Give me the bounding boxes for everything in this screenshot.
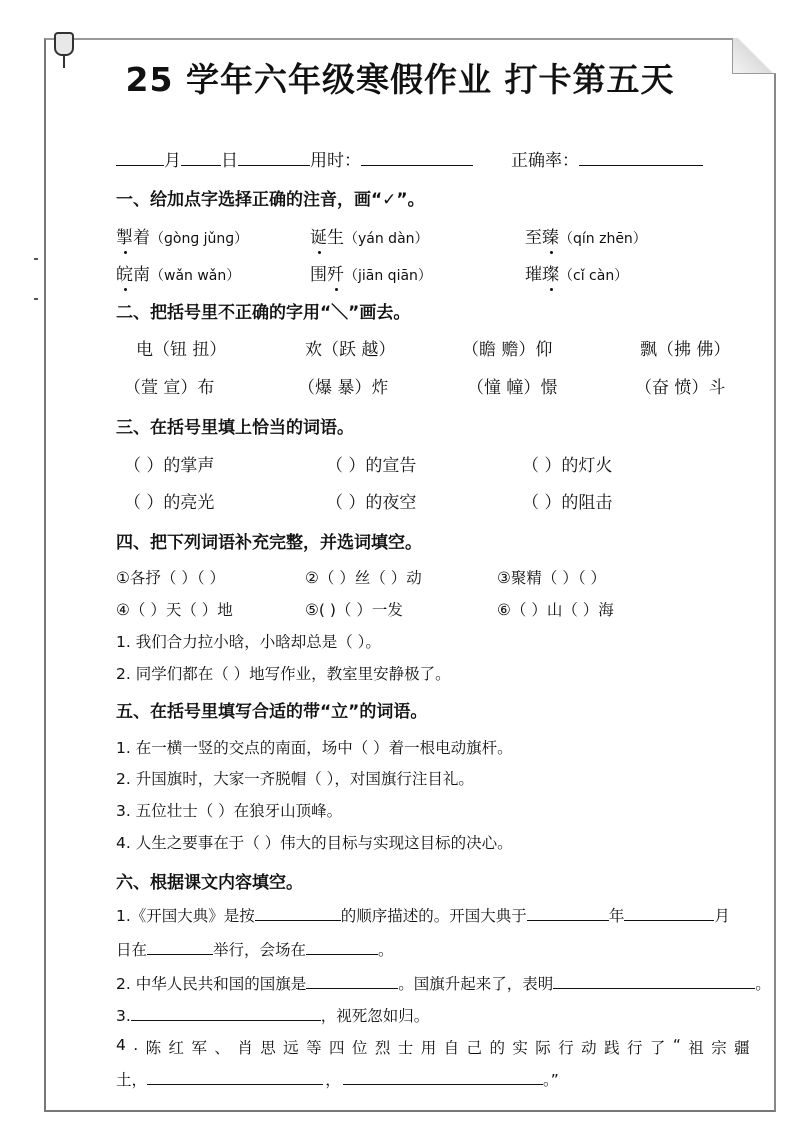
question-line: 1.《开国大典》是按 的顺序描述的。开国大典于 年 月	[116, 907, 730, 925]
answer-blank[interactable]	[147, 1069, 323, 1085]
pinyin-item[interactable]: 至臻（qín zhēn）	[525, 223, 647, 248]
fill-phrase-item[interactable]: （ ）的阻击	[522, 493, 613, 513]
pinyin-item[interactable]: 掣着（ɡònɡ jǔnɡ）	[116, 223, 248, 248]
question-line: 2. 中华人民共和国的国旗是 。国旗升起来了，表明 。	[116, 975, 771, 993]
question-text-char: 践	[604, 1039, 620, 1057]
pinyin-item[interactable]: 璀璨（cǐ càn）	[525, 260, 628, 285]
question-text-char: 宗	[711, 1039, 727, 1057]
question-text-char: 士	[397, 1039, 414, 1057]
section-2-heading: 二、把括号里不正确的字用“＼”画去。	[116, 303, 411, 323]
question-line[interactable]: 1. 我们合力拉小晗，小晗却总是（ ）。	[116, 633, 381, 651]
idiom-item[interactable]: ①各抒（ ）（ ）	[116, 569, 225, 587]
pinyin-item[interactable]: 诞生（yán dàn）	[310, 223, 429, 248]
month-blank[interactable]	[116, 150, 164, 166]
char-choice-item[interactable]: （憧 幢）憬	[467, 378, 558, 398]
question-line: 日在 举行，会场在 。	[116, 941, 394, 959]
question-text-char: 行	[558, 1039, 574, 1057]
question-text-char: 四	[329, 1039, 345, 1057]
question-text-char: 4	[116, 1036, 126, 1054]
char-choice-item[interactable]: 欢（跃 越）	[305, 340, 396, 360]
answer-blank[interactable]	[343, 1069, 543, 1085]
answer-blank[interactable]	[131, 1005, 321, 1021]
accuracy-blank[interactable]	[579, 150, 703, 166]
time-label: 用时：	[310, 151, 361, 171]
answer-blank[interactable]	[306, 973, 398, 989]
question-text-char: 陈	[145, 1039, 162, 1057]
question-text-char: 、	[214, 1039, 230, 1057]
question-text-char: 红	[168, 1039, 185, 1057]
question-text-char: “	[672, 1036, 681, 1054]
question-text-char: 祖	[688, 1039, 704, 1057]
day-blank[interactable]	[181, 150, 221, 166]
section-6-heading: 六、根据课文内容填空。	[116, 873, 303, 893]
question-line[interactable]: 2. 升国旗时，大家一齐脱帽（ ），对国旗行注目礼。	[116, 770, 474, 788]
char-choice-item[interactable]: （奋 愤）斗	[635, 378, 726, 398]
question-text-char: 动	[581, 1039, 597, 1057]
fill-phrase-item[interactable]: （ ）的宣告	[326, 456, 417, 476]
question-text-char: 用	[420, 1039, 437, 1057]
fill-phrase-item[interactable]: （ ）的掌声	[124, 456, 215, 476]
question-text-char: 思	[260, 1039, 276, 1057]
month-label: 月	[164, 151, 181, 171]
scan-mark	[34, 298, 38, 300]
accuracy-label: 正确率：	[511, 151, 579, 171]
date-time-line	[116, 146, 703, 171]
question-text-char: 己	[466, 1039, 483, 1057]
answer-blank[interactable]	[147, 939, 213, 955]
answer-blank[interactable]	[255, 905, 341, 921]
section-4-heading: 四、把下列词语补充完整，并选词填空。	[116, 533, 422, 553]
question-line	[116, 1036, 750, 1058]
question-text-char: 的	[489, 1039, 505, 1057]
char-choice-item[interactable]: 飘（拂 佛）	[640, 340, 731, 360]
idiom-item[interactable]: ②（ ）丝（ ）动	[305, 569, 422, 587]
section-3-heading: 三、在括号里填上恰当的词语。	[116, 418, 354, 438]
question-line[interactable]: 4. 人生之要事在于（ ）伟大的目标与实现这目标的决心。	[116, 834, 513, 852]
question-text-char: 疆	[734, 1039, 750, 1057]
page-title: 25 学年六年级寒假作业 打卡第五天	[125, 60, 675, 99]
idiom-item[interactable]: ⑥（ ）山（ ）海	[497, 601, 614, 619]
blank[interactable]	[238, 150, 310, 166]
char-choice-item[interactable]: （爆 暴）炸	[298, 378, 389, 398]
question-text-char: .	[133, 1036, 139, 1054]
section-1-heading: 一、给加点字选择正确的注音，画“✓”。	[116, 190, 425, 210]
pinyin-item[interactable]: 皖南（wǎn wǎn）	[116, 260, 240, 285]
section-5-heading: 五、在括号里填写合适的带“立”的词语。	[116, 702, 428, 722]
fill-phrase-item[interactable]: （ ）的灯火	[522, 456, 613, 476]
question-text-char: 际	[535, 1039, 551, 1057]
answer-blank[interactable]	[624, 905, 714, 921]
char-choice-item[interactable]: （瞻 赡）仰	[462, 340, 553, 360]
question-text-char: 肖	[237, 1039, 253, 1057]
char-choice-item[interactable]: （萱 宣）布	[124, 378, 215, 398]
pinyin-item[interactable]: 围歼（jiān qiān）	[310, 260, 432, 285]
question-text-char: 等	[306, 1039, 322, 1057]
question-line: 土， ， 。”	[116, 1071, 559, 1089]
question-text-char: 远	[283, 1039, 299, 1057]
scan-mark	[34, 258, 38, 260]
idiom-item[interactable]: ⑤( )（ ）一发	[305, 601, 403, 619]
question-text-char: 了	[649, 1039, 666, 1057]
idiom-item[interactable]: ④（ ）天（ ）地	[116, 601, 233, 619]
question-line: 3. ，视死忽如归。	[116, 1007, 430, 1025]
question-line[interactable]: 1. 在一横一竖的交点的南面，场中（ ）着一根电动旗杆。	[116, 739, 513, 757]
question-text-char: 位	[351, 1039, 368, 1057]
question-text-char: 实	[512, 1039, 528, 1057]
answer-blank[interactable]	[553, 973, 755, 989]
question-text-char: 行	[626, 1039, 643, 1057]
question-text-char: 烈	[374, 1039, 391, 1057]
char-choice-item[interactable]: 电（钮 扭）	[136, 340, 227, 360]
answer-blank[interactable]	[306, 939, 378, 955]
time-blank[interactable]	[361, 150, 473, 166]
fill-phrase-item[interactable]: （ ）的亮光	[124, 493, 215, 513]
fill-phrase-item[interactable]: （ ）的夜空	[326, 493, 417, 513]
day-label: 日	[221, 151, 238, 171]
question-text-char: 军	[191, 1039, 207, 1057]
question-line[interactable]: 2. 同学们都在（ ）地写作业，教室里安静极了。	[116, 665, 451, 683]
idiom-item[interactable]: ③聚精（ ）（ ）	[497, 569, 606, 587]
question-line[interactable]: 3. 五位壮士（ ）在狼牙山顶峰。	[116, 802, 343, 820]
answer-blank[interactable]	[527, 905, 609, 921]
question-text-char: 自	[443, 1039, 460, 1057]
